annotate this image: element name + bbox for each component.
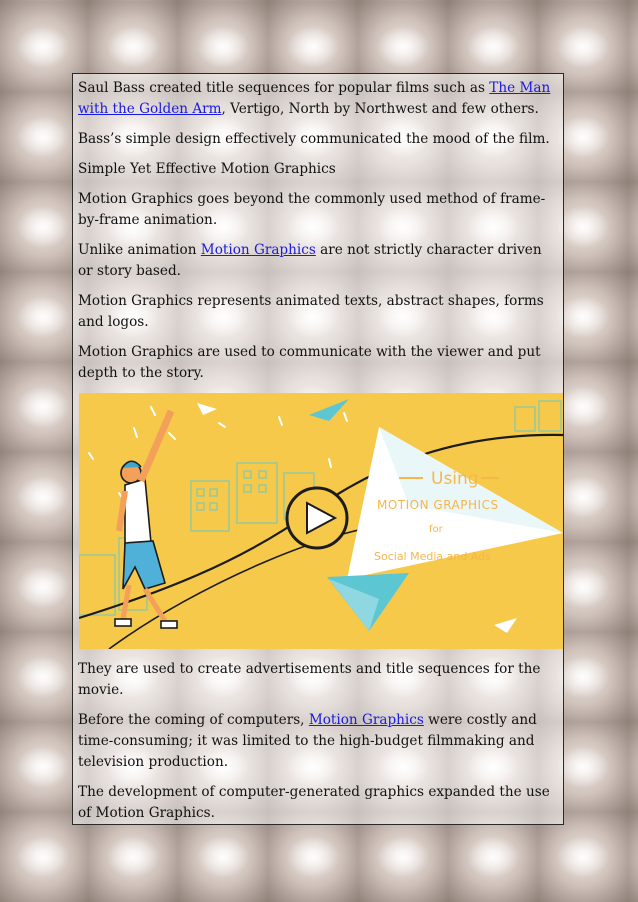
- illustration-text-motion-graphics: MOTION GRAPHICS: [377, 498, 499, 512]
- paragraph-advertisements: They are used to create advertisements and title sequences for the movie.: [78, 661, 541, 698]
- paragraph-development: The development of computer-generated graphics expanded the use of Motion Graphics.: [78, 784, 550, 821]
- paragraph-unlike: [78, 240, 559, 282]
- paragraph-text: Unlike animation: [78, 242, 201, 258]
- paragraph-before-computers: [78, 710, 559, 773]
- link-man-golden-arm[interactable]: The Man with the Golden Arm: [78, 80, 551, 117]
- illustration-text-for: for: [429, 524, 443, 535]
- document-page: [72, 73, 564, 825]
- paragraph-text: were costly and time-consuming; it was limited to the high-budget filmmaking and television production.: [78, 712, 537, 770]
- paragraph-saul-bass: [78, 78, 559, 120]
- paragraph-beyond: Motion Graphics goes beyond the commonly used method of frame-by-frame animation.: [78, 191, 546, 228]
- paragraph-text: , Vertigo, North by Northwest and few others.: [221, 101, 539, 117]
- paragraph-text: Saul Bass created title sequences for popular films such as: [78, 80, 490, 96]
- link-motion-graphics-2[interactable]: Motion Graphics: [308, 712, 424, 728]
- paragraph-text: Before the coming of computers,: [78, 712, 309, 728]
- paragraph-heading: Simple Yet Effective Motion Graphics: [78, 161, 336, 177]
- paragraph-communicate: Motion Graphics are used to communicate with the viewer and put depth to the story.: [78, 344, 541, 381]
- paragraph-represents: Motion Graphics represents animated texts, abstract shapes, forms and logos.: [78, 293, 544, 330]
- illustration-text-using: Using: [431, 469, 479, 489]
- link-motion-graphics-1[interactable]: Motion Graphics: [200, 242, 316, 258]
- paragraph-bass-design: Bass’s simple design effectively communicated the mood of the film.: [78, 131, 550, 147]
- illustration-text-social-media: Social Media and Ads: [374, 550, 491, 563]
- motion-graphics-illustration: [79, 393, 563, 649]
- paragraph-text: are not strictly character driven or story based.: [78, 242, 542, 279]
